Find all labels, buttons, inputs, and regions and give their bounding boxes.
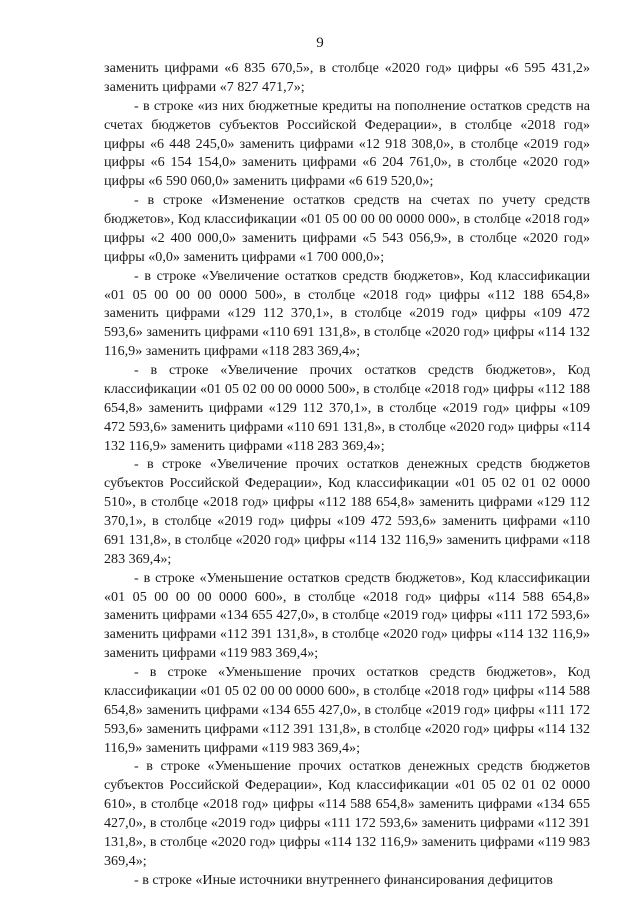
paragraph-change-of-balances: - в строке «Изменение остатков средств на счетах по учету средств бюджетов», Код классификации «01 05 00 00 00 0000 000», в столбце «2018 год» цифры «2 400 000,0» заменить цифрами «5 543 056,9», в столбце «2020 год» цифры «0,0» заменить цифрами «1 700 000,0»; bbox=[104, 192, 590, 265]
paragraph-continuation: заменить цифрами «6 835 670,5», в столбце «2020 год» цифры «6 595 431,2» заменить цифрами «7 827 471,7»; bbox=[104, 60, 590, 95]
paragraph-increase-of-other-balances: - в строке «Увеличение прочих остатков средств бюджетов», Код классификации «01 05 02 00 00 0000 500», в столбце «2018 год» цифры «112 188 654,8» заменить цифрами «129 112 370,1», в столбце «2019 год» цифры «109 472 593,6» заменить цифрами «110 691 131,8», в столбце «2020 год» цифры «114 132 116,9» заменить цифрами «118 283 369,4»; bbox=[104, 362, 590, 454]
paragraph-budget-credits-replenishment: - в строке «из них бюджетные кредиты на пополнение остатков средств на счетах бюджетов субъектов Российской Федерации», в столбце «2018 год» цифры «6 448 245,0» заменить цифрами «12 918 308,0», в столбце «2019 год» цифры «6 154 154,0» заменить цифрами «6 204 761,0», в столбце «2020 год» цифры «6 590 060,0» заменить цифрами «6 619 520,0»; bbox=[104, 97, 590, 190]
page-number: 9 bbox=[316, 35, 324, 51]
paragraph-decrease-of-other-balances: - в строке «Уменьшение прочих остатков средств бюджетов», Код классификации «01 05 02 00 00 0000 600», в столбце «2018 год» цифры «114 588 654,8» заменить цифрами «134 655 427,0», в столбце «2019 год» цифры «111 172 593,6» заменить цифрами «112 391 131,8», в столбце «2020 год» цифры «114 132 116,9» заменить цифрами «119 983 369,4»; bbox=[104, 664, 590, 756]
paragraph-increase-of-other-cash-balances: - в строке «Увеличение прочих остатков денежных средств бюджетов субъектов Российской Федерации», Код классификации «01 05 02 01 02 0000 510», в столбце «2018 год» цифры «112 188 654,8» заменить цифрами «129 112 370,1», в столбце «2019 год» цифры «109 472 593,6» заменить цифрами «110 691 131,8», в столбце «2020 год» цифры «114 132 116,9» заменить цифрами «118 283 369,4»; bbox=[104, 456, 590, 567]
document-body bbox=[104, 59, 590, 890]
paragraph-decrease-of-balances: - в строке «Уменьшение остатков средств бюджетов», Код классификации «01 05 00 00 00 0000 600», в столбце «2018 год» цифры «114 588 654,8» заменить цифрами «134 655 427,0», в столбце «2019 год» цифры «111 172 593,6» заменить цифрами «112 391 131,8», в столбце «2020 год» цифры «114 132 116,9» заменить цифрами «119 983 369,4»; bbox=[104, 569, 590, 662]
paragraph-increase-of-balances: - в строке «Увеличение остатков средств бюджетов», Код классификации «01 05 00 00 00 0000 500», в столбце «2018 год» цифры «112 188 654,8» заменить цифрами «129 112 370,1», в столбце «2019 год» цифры «109 472 593,6» заменить цифрами «110 691 131,8», в столбце «2020 год» цифры «114 132 116,9» заменить цифрами «118 283 369,4»; bbox=[104, 267, 590, 360]
paragraph-other-internal-sources: - в строке «Иные источники внутреннего финансирования дефицитов bbox=[134, 871, 553, 888]
paragraph-decrease-of-other-cash-balances: - в строке «Уменьшение прочих остатков денежных средств бюджетов субъектов Российской Федерации», Код классификации «01 05 02 01 02 0000 610», в столбце «2018 год» цифры «114 588 654,8» заменить цифрами «134 655 427,0», в столбце «2019 год» цифры «111 172 593,6» заменить цифрами «112 391 131,8», в столбце «2020 год» цифры «114 132 116,9» заменить цифрами «119 983 369,4»; bbox=[104, 758, 590, 869]
